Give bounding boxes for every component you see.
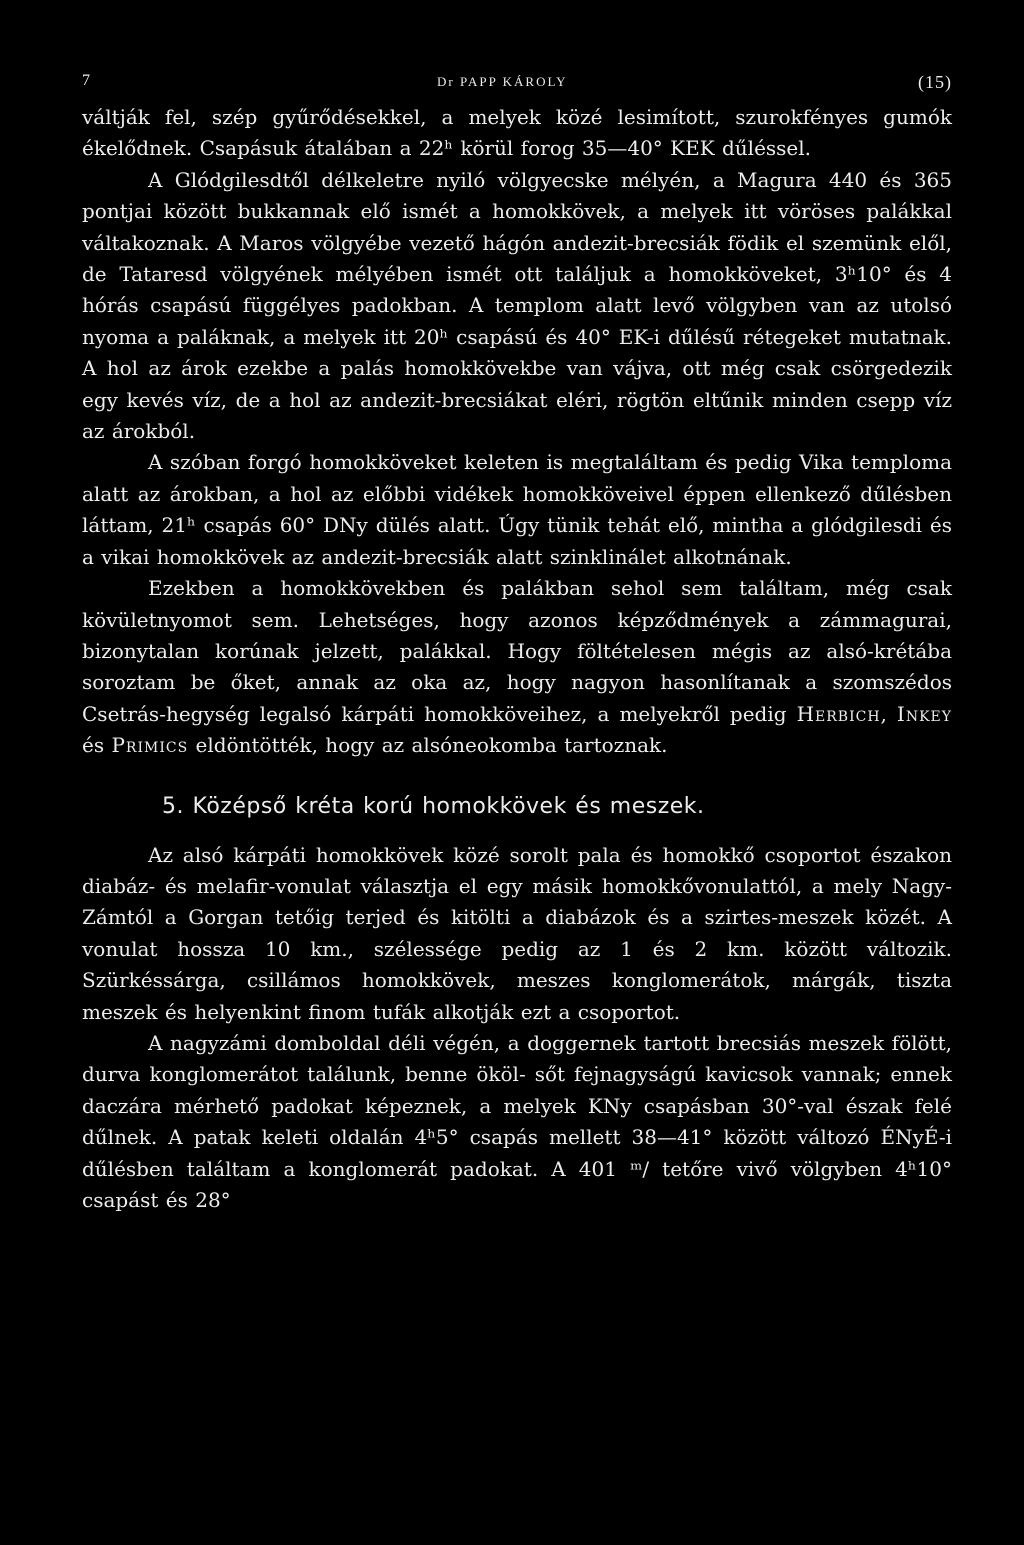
running-header xyxy=(82,62,952,92)
part-number: (15) xyxy=(918,72,952,92)
page-number: 7 xyxy=(82,72,91,89)
author-name: Dr PAPP KÁROLY xyxy=(437,74,568,89)
author-name-primics: Primics xyxy=(111,733,189,758)
paragraph: A szóban forgó homokköveket keleten is megtaláltam és pedig Vika temploma alatt az árokban, a hol az előbbi vidékek homokköveivel éppen ellenkező dűlésben láttam, 21ʰ csapás 60° DNy dülés alatt. Úgy tünik tehát elő, mintha a glódgilesdi és a vikai homokkövek az andezit-brecsiák alatt szinklinálet alkotnának. xyxy=(82,450,952,569)
paragraph: Az alsó kárpáti homokkövek közé sorolt pala és homokkő csoportot északon diabáz- és melafir-vonulat választja el egy másik homokkővonulattól, a mely Nagy-Zámtól a Gorgan tetőig terjed és kitölti a diabázok és a szirtes-meszek közét. A vonulat hossza 10 km., szélessége pedig az 1 és 2 km. között változik. Szürkéssárga, csillámos homokkövek, meszes konglomerátok, márgák, tiszta meszek és helyenkint finom tufák alkotják ezt a csoportot. xyxy=(82,842,952,1024)
section-heading: 5. Középső kréta korú homokkövek és meszek. xyxy=(162,793,705,819)
author-name-herbich: Herbich xyxy=(796,701,881,726)
paragraph-text: eldöntötték, hogy az alsóneokomba tartoznak. xyxy=(188,733,668,758)
paragraph-text: Ezekben a homokkövekben és palákban sehol sem találtam, még csak kövületnyomot sem. Lehetséges, hogy azonos képződmények a zámmagurai, bizonytalan korúnak jelzett, palákkal. Hogy föltételesen mégis az alsó-krétába soroztam be őket, annak az oka az, hogy nagyon hasonlítanak a szomszédos Csetrás-hegység legalsó kárpáti homokköveihez, a melyekről pedig xyxy=(82,576,952,726)
body-text xyxy=(82,102,952,1216)
document-page xyxy=(82,62,952,1216)
separator: és xyxy=(82,733,112,758)
author-name-inkey: Inkey xyxy=(896,701,952,726)
separator: , xyxy=(880,701,897,726)
paragraph: A nagyzámi domboldal déli végén, a doggernek tartott brecsiás meszek fölött, durva konglomerátot találunk, benne ököl- sőt fejnagyságú kavicsok vannak; ennek daczára mérhető padokat képeznek, a melyek KNy csapásban 30°-val észak felé dűlnek. A patak keleti oldalán 4ʰ5° csapás mellett 38—41° között változó ÉNyÉ-i dűlésben találtam a konglomerát padokat. A 401 ᵐ/ tetőre vivő völgyben 4ʰ10° csapást és 28° xyxy=(82,1030,952,1212)
paragraph: A Glódgilesdtől délkeletre nyiló völgyecske mélyén, a Magura 440 és 365 pontjai között bukkannak elő ismét a homokkövek, a melyek itt vöröses palákkal váltakoznak. A Maros völgyébe vezető hágón andezit-brecsiák födik el szemünk elől, de Tataresd völgyének mélyében ismét ott találjuk a homokköveket, 3ʰ10° és 4 hórás csapású függélyes padokban. A templom alatt levő völgyben van az utolsó nyoma a paláknak, a melyek itt 20ʰ csapású és 40° EK-i dűlésű rétegeket mutatnak. A hol az árok ezekbe a palás homokkövekbe van vájva, ott még csak csörgedezik egy kevés víz, de a hol az andezit-brecsiákat eléri, rögtön eltűnik minden csepp víz az árokból. xyxy=(82,167,952,444)
paragraph: váltják fel, szép gyűrődésekkel, a melyek közé lesimított, szurokfényes gumók ékelődnek. Csapásuk átalában a 22ʰ körül forog 35—40° KEK dűléssel. xyxy=(82,105,952,161)
paragraph-with-names xyxy=(82,573,952,761)
